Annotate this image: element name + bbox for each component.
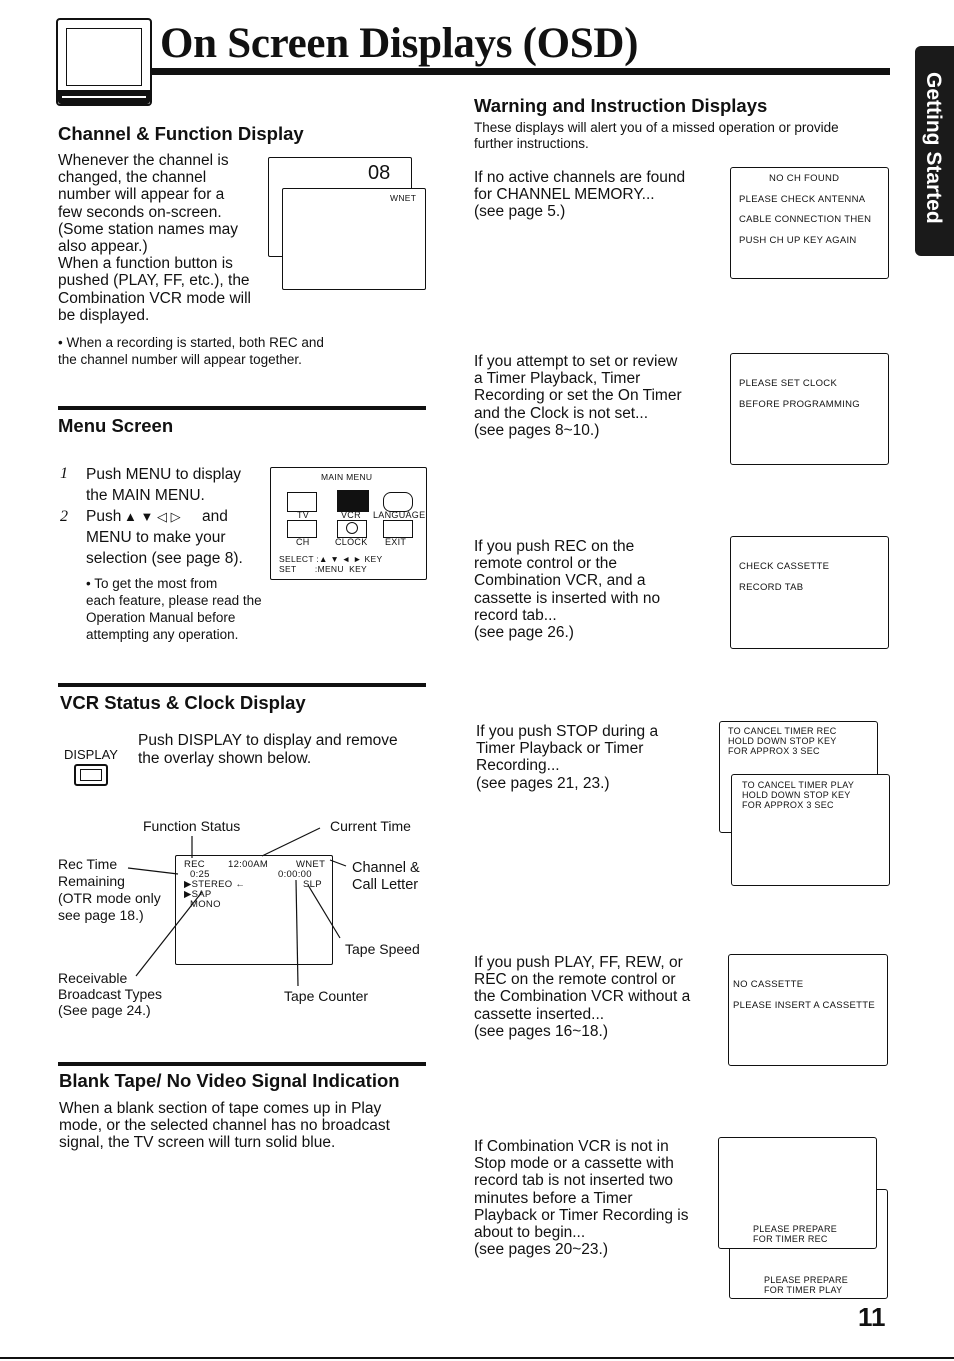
channel-function-body: Whenever the channel is changed, the channel number will appear for a few seconds on-screen. (Some station names may also appear.) When a function button is pushed (PLAY, FF, etc.), the Combination VCR mode will be displayed. — [58, 152, 251, 324]
channel-call-label: Channel & Call Letter — [352, 860, 420, 893]
warning-6-osd-a-line-2: FOR TIMER REC — [753, 1234, 828, 1244]
warning-1-osd — [730, 167, 889, 279]
osd-tv-label: TV — [297, 510, 310, 520]
step-2-text-b: and — [202, 508, 228, 525]
warning-1-osd-line-1: NO CH FOUND — [769, 173, 840, 184]
warning-3-osd-line-2: RECORD TAB — [739, 582, 804, 593]
osd-mono: MONO — [190, 899, 221, 910]
warning-6-osd-b-line-2: FOR TIMER PLAY — [764, 1285, 843, 1295]
receivable-label: Receivable Broadcast Types (See page 24.) — [58, 970, 163, 1018]
warning-2-osd-line-2: BEFORE PROGRAMMING — [739, 399, 860, 410]
warning-5-osd-line-2: PLEASE INSERT A CASSETTE — [733, 1000, 876, 1011]
page-title: On Screen Displays (OSD) — [160, 20, 639, 67]
step-1-number: 1 — [60, 465, 68, 482]
warning-4-osd-b-line-1: TO CANCEL TIMER PLAY — [742, 780, 855, 790]
blank-tape-body: When a blank section of tape comes up in Play mode, or the selected channel has no broadcast signal, the TV screen will turn solid blue. — [59, 1100, 390, 1152]
warnings-heading: Warning and Instruction Displays — [474, 95, 768, 116]
warning-6-osd-b-line-1: PLEASE PREPARE — [764, 1275, 849, 1285]
vcr-status-instruction: Push DISPLAY to display and remove the overlay shown below. — [138, 732, 398, 767]
rec-time-label: Rec Time Remaining (OTR mode only see page 18.) — [58, 856, 161, 923]
warning-1-osd-line-3: CABLE CONNECTION THEN — [739, 214, 872, 225]
osd-rec: REC — [184, 859, 205, 870]
osd-sap: ▶SAP — [184, 889, 212, 900]
osd-language-label: LANGUAGE — [373, 510, 426, 520]
warnings-intro: These displays will alert you of a missed operation or provide further instructions. — [474, 120, 839, 151]
osd-ch-label: CH — [296, 537, 310, 547]
display-button-label: DISPLAY — [64, 747, 118, 762]
page-number: 11 — [858, 1302, 886, 1332]
vcr-status-heading: VCR Status & Clock Display — [60, 692, 306, 713]
current-time-label: Current Time — [330, 818, 411, 834]
warning-6-osd-a — [718, 1137, 877, 1249]
tape-counter-label: Tape Counter — [284, 988, 369, 1004]
warning-4-osd-a-line-2: HOLD DOWN STOP KEY — [728, 736, 837, 746]
warning-1-osd-line-4: PUSH CH UP KEY AGAIN — [739, 235, 857, 246]
osd-set-line: SET :MENU KEY — [279, 564, 368, 574]
warning-3-osd — [730, 536, 889, 649]
warning-2-osd — [730, 353, 889, 465]
warning-6-osd-a-line-1: PLEASE PREPARE — [753, 1224, 838, 1234]
osd-station: WNET — [390, 193, 417, 203]
osd-rec-remaining: 0:25 — [190, 869, 210, 880]
step-2-text-rest: MENU to make your selection (see page 8). — [86, 529, 243, 567]
warning-3-text: If you push REC on the remote control or the Combination VCR, and a cassette is inserted with no record tab... (see page 26.) — [474, 538, 661, 642]
warning-4-osd-b-line-3: FOR APPROX 3 SEC — [742, 800, 834, 810]
osd-vcr-label: VCR — [341, 510, 361, 520]
osd-clock-label: CLOCK — [335, 537, 368, 547]
warning-1-osd-line-2: PLEASE CHECK ANTENNA — [739, 194, 866, 205]
channel-function-heading: Channel & Function Display — [58, 123, 304, 144]
warning-2-osd-line-1: PLEASE SET CLOCK — [739, 378, 838, 389]
osd-channel-number: 08 — [368, 162, 391, 184]
step-2-number: 2 — [60, 508, 68, 525]
step-1-text: Push MENU to display the MAIN MENU. — [86, 466, 242, 504]
warning-5-osd-line-1: NO CASSETTE — [733, 979, 804, 990]
osd-exit-label: EXIT — [385, 537, 407, 547]
warning-1-text: If no active channels are found for CHANNEL MEMORY... (see page 5.) — [474, 169, 686, 221]
osd-tape-counter: 0:00:00 — [278, 869, 312, 880]
osd-stereo: ▶STEREO ← — [184, 879, 246, 890]
warning-4-osd-b-line-2: HOLD DOWN STOP KEY — [742, 790, 851, 800]
warning-3-osd-line-1: CHECK CASSETTE — [739, 561, 830, 572]
warning-5-osd — [728, 954, 888, 1066]
warning-4-osd-a-line-3: FOR APPROX 3 SEC — [728, 746, 820, 756]
blank-tape-heading: Blank Tape/ No Video Signal Indication — [59, 1070, 400, 1091]
menu-screen-heading: Menu Screen — [58, 415, 174, 436]
step-2-text-a: Push — [86, 508, 122, 525]
warning-2-text: If you attempt to set or review a Timer Playback, Timer Recording or set the On Timer and the Clock is not set... (see pages 8~10.) — [474, 353, 682, 439]
osd-tape-speed: SLP — [303, 879, 322, 890]
warning-4-osd-b — [731, 774, 890, 886]
osd-clock-time: 12:00AM — [228, 859, 269, 870]
warning-5-text: If you push PLAY, FF, REW, or REC on the remote control or the Combination VCR without a cassette inserted... (see pages 16~18.) — [474, 954, 691, 1040]
tape-speed-label: Tape Speed — [345, 941, 420, 957]
side-tab-label: Getting Started — [922, 72, 945, 224]
channel-function-note: • When a recording is started, both REC and the channel number will appear together. — [58, 335, 324, 367]
osd-station-call: WNET — [296, 859, 326, 870]
warning-4-osd-a-line-1: TO CANCEL TIMER REC — [728, 726, 837, 736]
step-2-arrows: ▲ ▼ ◁ ▷ — [124, 509, 181, 524]
warning-4-text: If you push STOP during a Timer Playback or Timer Recording... (see pages 21, 23.) — [476, 723, 659, 792]
bottom-rule — [0, 1357, 954, 1359]
blank-tape-rule — [58, 1062, 426, 1066]
osd-main-menu-title: MAIN MENU — [321, 472, 373, 482]
osd-select-line: SELECT :▲ ▼ ◄ ► KEY — [279, 554, 383, 564]
function-status-label: Function Status — [143, 818, 241, 834]
warning-6-text: If Combination VCR is not in Stop mode or a cassette with record tab is not inserted two minutes before a Timer Playback or Timer Recording is about to begin... (see pages 20~23.) — [474, 1138, 689, 1259]
menu-note: • To get the most from each feature, please read the Operation Manual before attempting any operation. — [86, 576, 262, 642]
